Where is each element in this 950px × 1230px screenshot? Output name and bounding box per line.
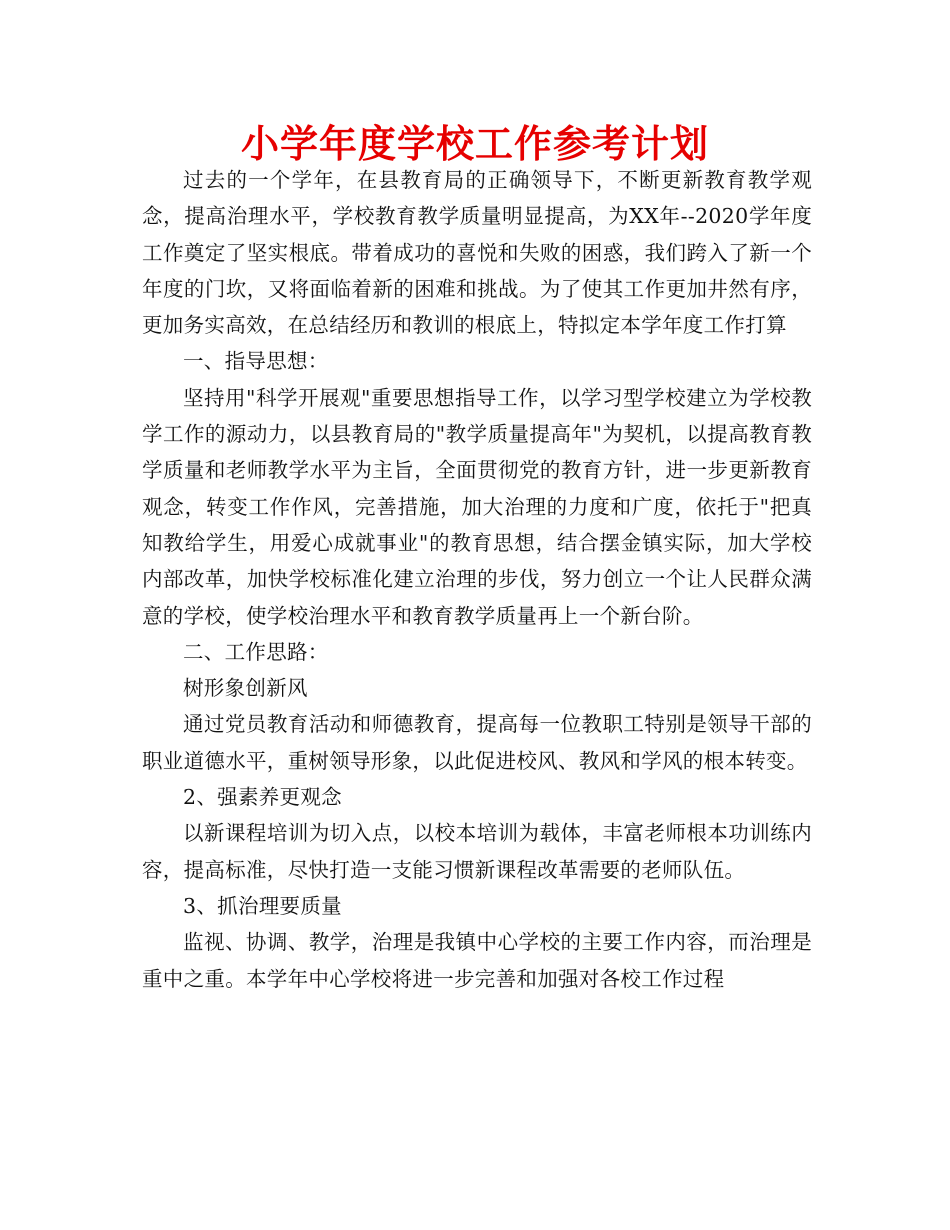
document-title: 小学年度学校工作参考计划 [240,122,709,166]
paragraph-quality-concepts: 以新课程培训为切入点，以校本培训为载体，丰富老师根本功训练内容，提高标准，尽快打造一支能习惯新课程改革需要的老师队伍。 [142,821,812,882]
paragraph-management-quality: 监视、协调、教学，治理是我镇中心学校的主要工作内容，而治理是重中之重。本学年中心学校将进一步完善和加强对各校工作过程 [142,930,812,991]
subheading-quality-concepts: 2、强素养更观念 [183,785,342,810]
subheading-management-quality: 3、抓治理要质量 [183,893,342,918]
document-body [142,162,812,997]
paragraph-image-new-style: 通过党员教育活动和师德教育，提高每一位教职工特别是领导干部的职业道德水平，重树领导形象，以此促进校风、教风和学风的根本转变。 [142,712,812,773]
paragraph-intro: 过去的一个学年，在县教育局的正确领导下，不断更新教育教学观念，提高治理水平，学校教育教学质量明显提高，为XX年--2020学年度工作奠定了坚实根底。带着成功的喜悦和失败的困惑，我们跨入了新一个年度的门坎，又将面临着新的困难和挑战。为了使其工作更加井然有序，更加务实高效，在总结经历和教训的根底上，特拟定本学年度工作打算 [142,168,812,338]
subheading-image-new-style: 树形象创新风 [183,676,308,701]
paragraph-guiding-ideology: 坚持用"科学开展观"重要思想指导工作，以学习型学校建立为学校教学工作的源动力，以县教育局的"教学质量提高年"为契机，以提高教育教学质量和老师教学水平为主旨，全面贯彻党的教育方针，进一步更新教育观念，转变工作作风，完善措施，加大治理的力度和广度，依托于"把真知教给学生，用爱心成就事业"的教育思想，结合摆金镇实际，加大学校内部改革，加快学校标准化建立治理的步伐，努力创立一个让人民群众满意的学校，使学校治理水平和教育教学质量再上一个新台阶。 [142,385,812,628]
section-heading-work-approach: 二、工作思路： [183,639,329,664]
section-heading-guiding-ideology: 一、指导思想： [183,349,329,374]
